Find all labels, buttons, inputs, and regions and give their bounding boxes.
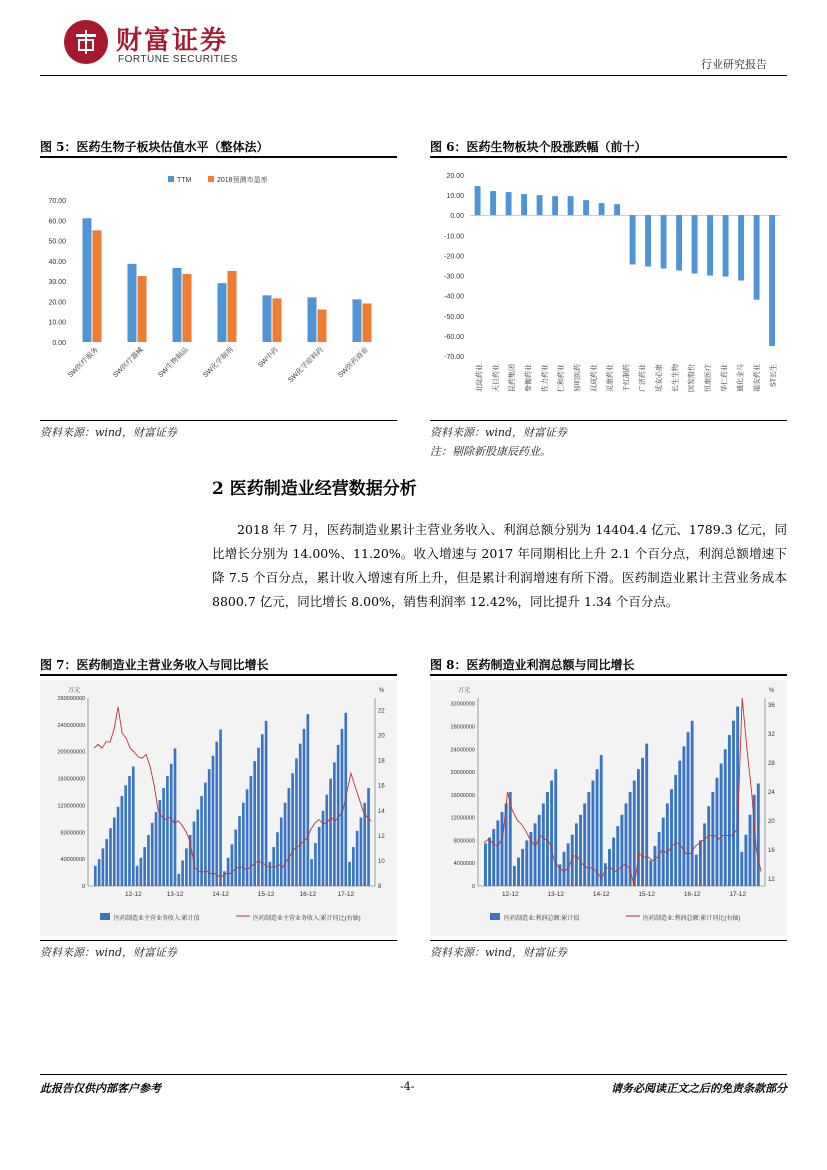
fig8-bar bbox=[720, 764, 723, 886]
fig5-source: 资料来源：wind，财富证券 bbox=[40, 426, 178, 439]
fig7-unit-left: 万元 bbox=[68, 688, 81, 694]
fig5-ytick-label: 70.00 bbox=[48, 198, 66, 205]
fig8-ytick-right: 24 bbox=[768, 790, 775, 796]
fig7-bar bbox=[177, 874, 180, 886]
fig6-category-label: 长生生物 bbox=[672, 364, 680, 392]
fig7-bar bbox=[295, 758, 298, 886]
fig6-bottom-rule bbox=[430, 420, 787, 421]
fig8-bar bbox=[716, 778, 719, 886]
fig7-bar bbox=[151, 823, 154, 886]
fig5-bar bbox=[228, 271, 237, 342]
fig8-bar bbox=[579, 815, 582, 886]
fig8-bar bbox=[612, 838, 615, 886]
fig6-ytick-label: -70.00 bbox=[444, 354, 464, 361]
company-name-cn: 财富证券 bbox=[116, 26, 229, 56]
fig6-category-label: 国发股份 bbox=[688, 364, 696, 392]
fig6-bar bbox=[692, 215, 698, 273]
fig5-ytick-label: 40.00 bbox=[48, 258, 66, 266]
fig6-bar bbox=[537, 195, 543, 215]
fig7-bar bbox=[94, 866, 97, 886]
fig7-bar bbox=[246, 789, 249, 886]
fig6-bar bbox=[599, 203, 605, 215]
fig8-ytick-left: 0 bbox=[471, 884, 475, 890]
fig8-bar bbox=[591, 781, 594, 886]
fig7-bar bbox=[280, 818, 283, 886]
fig6-chart bbox=[430, 160, 787, 418]
fig6-bar bbox=[630, 215, 636, 264]
fig8-bottom-rule bbox=[430, 940, 787, 941]
fig5-category-label: SW医药商业 bbox=[337, 346, 370, 380]
fig7-bar bbox=[360, 818, 363, 886]
fig7-bar bbox=[272, 847, 275, 886]
fig8-bar bbox=[513, 866, 516, 886]
fig7-bar bbox=[333, 762, 336, 886]
fig5-bar bbox=[353, 299, 362, 342]
fig8-xtick-label: 12-12 bbox=[501, 891, 519, 898]
fig8-ytick-left: 32000000 bbox=[450, 701, 475, 708]
fig6-category-label: 福安药业 bbox=[753, 364, 761, 392]
fig7-bar bbox=[215, 742, 218, 886]
fig6-bar bbox=[614, 204, 620, 215]
fig8-bar bbox=[550, 781, 553, 886]
fig5-category-label: SW医疗服务 bbox=[67, 346, 100, 380]
fig7-bar bbox=[269, 862, 272, 886]
fig8-bar bbox=[695, 855, 698, 886]
report-type: 行业研究报告 bbox=[701, 58, 767, 71]
fig8-ytick-left: 4000000 bbox=[453, 861, 475, 868]
fig8-bar bbox=[596, 769, 599, 886]
fig7-bar bbox=[234, 830, 237, 886]
fig5-ytick-label: 30.00 bbox=[48, 279, 66, 287]
fig5-bar bbox=[83, 218, 92, 342]
fig8-ytick-right: 28 bbox=[768, 761, 775, 768]
fig7-xtick-label: 12-12 bbox=[124, 891, 142, 898]
fig7-ytick-right: 12 bbox=[378, 833, 385, 840]
fig8-unit-left: 万元 bbox=[458, 688, 471, 694]
fig5-title: 图 5：医药生物子板块估值水平（整体法） bbox=[40, 140, 269, 154]
company-name-en: FORTUNE SECURITIES bbox=[118, 54, 238, 65]
fig7-bar bbox=[303, 729, 306, 886]
footer-disclaimer-right: 请务必阅读正文之后的免责条款部分 bbox=[611, 1082, 787, 1095]
fig6-ytick-label: 0.00 bbox=[450, 213, 464, 221]
fig8-bar bbox=[645, 744, 648, 886]
fig7-ytick-right: 22 bbox=[378, 708, 385, 715]
fig7-bar bbox=[102, 848, 105, 886]
fig7-ytick-left: 280000000 bbox=[57, 696, 85, 702]
fig8-title: 图 8：医药制造业利润总额与同比增长 bbox=[430, 658, 635, 672]
fig7-ytick-right: 8 bbox=[378, 884, 382, 890]
fig6-bar bbox=[475, 186, 481, 215]
fig5-bar bbox=[308, 297, 317, 342]
fig6-category-label: 易明医药 bbox=[574, 364, 582, 392]
fig8-bar bbox=[658, 832, 661, 886]
fig7-bar bbox=[276, 832, 279, 886]
fig8-ytick-left: 28000000 bbox=[450, 724, 475, 731]
fig8-bar bbox=[649, 860, 652, 886]
fig8-legend-bar-label: 医药制造业:利润总额:累计值 bbox=[504, 916, 580, 922]
fig7-bar bbox=[117, 807, 120, 886]
fig7-bar bbox=[170, 764, 173, 886]
fig7-bar bbox=[132, 766, 135, 886]
fig8-bar bbox=[699, 840, 702, 886]
footer-disclaimer-left: 此报告仅供内部客户参考 bbox=[40, 1082, 161, 1095]
fig7-bar bbox=[223, 871, 226, 886]
fig7-bar bbox=[128, 776, 131, 886]
fig8-ytick-right: 36 bbox=[768, 703, 775, 710]
fig6-ytick-label: -60.00 bbox=[444, 333, 464, 341]
fig7-ytick-right: 18 bbox=[378, 758, 385, 765]
fig5-bar bbox=[183, 274, 192, 342]
fig7-bar bbox=[284, 803, 287, 886]
fig8-bar bbox=[678, 761, 681, 886]
fig6-category-label: 广济药业 bbox=[639, 364, 647, 392]
header-rule bbox=[40, 75, 787, 76]
fig8-bar bbox=[538, 815, 541, 886]
fig7-bar bbox=[166, 776, 169, 886]
fig7-xtick-label: 14-12 bbox=[212, 891, 229, 898]
fig5-bar bbox=[273, 298, 282, 342]
fig7-bar bbox=[105, 839, 108, 886]
fig6-category-label: 誉衡药业 bbox=[525, 364, 533, 392]
fig8-bar bbox=[616, 826, 619, 886]
fig5-category-label: SW生物制品 bbox=[157, 346, 190, 380]
fig8-xtick-label: 13-12 bbox=[547, 891, 565, 898]
fig7-bar bbox=[238, 816, 241, 886]
fig7-chart bbox=[40, 680, 397, 936]
fig5-title-rule bbox=[40, 156, 397, 158]
fig8-bar bbox=[575, 823, 578, 886]
fig8-chart bbox=[430, 680, 787, 936]
fig6-category-label: 恒康医疗 bbox=[704, 364, 712, 392]
fig7-bar bbox=[204, 783, 207, 886]
fig8-ytick-right: 12 bbox=[768, 876, 775, 883]
fig7-bar bbox=[341, 729, 344, 886]
fig7-bar bbox=[337, 745, 340, 886]
fig6-category-label: 北陆药业 bbox=[476, 364, 484, 392]
fig6-category-label: 佐力药业 bbox=[541, 364, 549, 392]
fig6-bar bbox=[707, 215, 713, 275]
fig8-bar bbox=[521, 849, 524, 886]
fig5-bar bbox=[128, 264, 137, 342]
fig5-chart bbox=[40, 160, 397, 418]
fig6-category-label: 华仁药业 bbox=[721, 364, 729, 392]
fig7-bar bbox=[212, 756, 215, 886]
fig6-category-label: ST长生 bbox=[770, 364, 778, 387]
fig7-bar bbox=[288, 788, 291, 886]
fig7-bar bbox=[257, 748, 260, 886]
logo-glyph-icon bbox=[70, 26, 102, 58]
fig6-bar bbox=[506, 192, 512, 215]
fig6-bar bbox=[521, 194, 527, 215]
fig8-bar bbox=[496, 820, 499, 886]
fig7-bar bbox=[193, 822, 196, 886]
fig5-ytick-label: 10.00 bbox=[48, 319, 66, 327]
fig5-bottom-rule bbox=[40, 420, 397, 421]
fig8-bar bbox=[707, 806, 710, 886]
section-paragraph: 2018 年 7 月，医药制造业累计主营业务收入、利润总额分别为 14404.4 亿元、1789.3 亿元，同比增长分别为 14.00%、11.20%。收入增速与 2017 年同期相比上升 2.1 个百分点，利润总额增速下降 7.5 个百分点，累计收入增速有所上升，但是累计利润增速有所下滑。医药制造业累计主营业务成本 8800.7 亿元，同比增长 8.00%，销售利润率 12.42%，同比提升 1.34 个百分点。 bbox=[212, 522, 787, 609]
fig7-bar bbox=[242, 803, 245, 886]
fig7-bar bbox=[121, 796, 124, 886]
fig8-bar bbox=[546, 792, 549, 886]
fig8-bar bbox=[620, 815, 623, 886]
fig8-xtick-label: 14-12 bbox=[592, 891, 610, 898]
fig7-bar bbox=[155, 812, 158, 886]
fig7-bar bbox=[352, 847, 355, 886]
fig7-bar bbox=[329, 779, 332, 886]
fig5-ytick-label: 50.00 bbox=[48, 238, 66, 246]
fig8-bar bbox=[542, 803, 545, 886]
fig7-unit-right: % bbox=[379, 688, 385, 694]
fig8-legend-bar-swatch bbox=[490, 913, 500, 920]
fig7-bar bbox=[356, 831, 359, 886]
fig6-category-label: 灵康药业 bbox=[607, 364, 615, 392]
fig8-source: 资料来源：wind，财富证券 bbox=[430, 946, 568, 959]
fig7-bar bbox=[318, 827, 321, 886]
fig8-ytick-right: 16 bbox=[768, 847, 775, 854]
fig6-category-label: 延安必康 bbox=[656, 364, 664, 392]
fig5-category-label: SW医疗器械 bbox=[112, 346, 145, 380]
fig5-category-label: SW化学制剂 bbox=[202, 346, 235, 380]
fig5-bar bbox=[93, 230, 102, 342]
fig7-bar bbox=[196, 809, 199, 886]
fig8-bar bbox=[670, 789, 673, 886]
fig7-bar bbox=[113, 818, 116, 886]
fig7-legend-bar-swatch bbox=[100, 913, 110, 920]
fig7-bar bbox=[98, 859, 101, 886]
fig7-bar bbox=[174, 748, 177, 886]
fig6-category-label: 双成药业 bbox=[590, 364, 598, 392]
fig6-ytick-label: -40.00 bbox=[444, 293, 464, 301]
fig6-title-rule bbox=[430, 156, 787, 158]
fig6-ytick-label: 20.00 bbox=[446, 173, 464, 180]
fig7-ytick-right: 16 bbox=[378, 783, 385, 790]
fig8-bar bbox=[587, 792, 590, 886]
fig6-bar bbox=[754, 215, 760, 299]
fig8-bar bbox=[732, 721, 735, 886]
fig5-legend-label: 2018预测市盈率 bbox=[217, 177, 268, 184]
fig7-ytick-right: 20 bbox=[378, 733, 385, 740]
fig5-bar bbox=[138, 276, 147, 342]
fig8-bar bbox=[666, 803, 669, 886]
fig6-bar bbox=[723, 215, 729, 276]
fig7-bar bbox=[143, 847, 146, 886]
fig8-bar bbox=[711, 792, 714, 886]
fig7-source: 资料来源：wind，财富证券 bbox=[40, 946, 178, 959]
fig8-xtick-label: 15-12 bbox=[638, 891, 655, 898]
fig5-bar bbox=[173, 268, 182, 342]
fig8-bar bbox=[625, 803, 628, 886]
fig8-bar bbox=[749, 815, 752, 886]
fig7-bar bbox=[306, 714, 309, 886]
fig7-ytick-left: 240000000 bbox=[57, 722, 85, 729]
fig8-bar bbox=[583, 803, 586, 886]
fig7-xtick-label: 13-12 bbox=[166, 891, 184, 898]
fig7-ytick-left: 160000000 bbox=[57, 776, 85, 783]
fig7-bar bbox=[208, 769, 211, 886]
fig8-bar bbox=[567, 843, 570, 886]
fig7-bar bbox=[109, 828, 112, 886]
fig7-bar bbox=[147, 835, 150, 886]
fig6-bar bbox=[661, 215, 667, 268]
fig8-bar bbox=[687, 732, 690, 886]
fig7-bottom-rule bbox=[40, 940, 397, 941]
fig8-bar bbox=[484, 843, 487, 886]
fig8-bar bbox=[600, 755, 603, 886]
fig7-ytick-right: 10 bbox=[378, 858, 385, 865]
fig8-bar bbox=[633, 781, 636, 886]
fig8-bar bbox=[517, 858, 520, 886]
fig5-bar bbox=[363, 303, 372, 342]
fig7-ytick-left: 0 bbox=[81, 884, 85, 890]
fig7-bar bbox=[348, 862, 351, 886]
fig8-bar bbox=[662, 818, 665, 886]
fig7-bar bbox=[227, 858, 230, 886]
fig8-bar bbox=[637, 769, 640, 886]
fig7-ytick-left: 40000000 bbox=[60, 857, 85, 864]
fig8-bar bbox=[674, 775, 677, 886]
fig7-xtick-label: 17-12 bbox=[337, 891, 355, 898]
fig8-bar bbox=[604, 863, 607, 886]
fig6-source: 资料来源：wind，财富证券 bbox=[430, 426, 568, 439]
fig7-bar bbox=[124, 785, 127, 886]
fig7-bar bbox=[314, 843, 317, 886]
fig6-bar bbox=[552, 196, 558, 215]
fig8-bar bbox=[724, 749, 727, 886]
fig8-bar bbox=[554, 769, 557, 886]
fig8-bar bbox=[691, 721, 694, 886]
fig5-bar bbox=[318, 310, 327, 342]
footer-rule bbox=[40, 1074, 787, 1075]
fig6-title: 图 6：医药生物板块个股涨跌幅（前十） bbox=[430, 140, 647, 154]
fig7-legend-bar-label: 医药制造业主营业务收入:累计值 bbox=[114, 916, 200, 922]
fig8-bar bbox=[703, 823, 706, 886]
fig6-category-label: 天目药业 bbox=[492, 364, 500, 392]
fig6-bar bbox=[490, 191, 496, 215]
fig7-title: 图 7：医药制造业主营业务收入与同比增长 bbox=[40, 658, 269, 672]
fig7-ytick-left: 80000000 bbox=[60, 830, 85, 837]
fig5-ytick-label: 60.00 bbox=[48, 218, 66, 226]
fig8-bar bbox=[534, 823, 537, 886]
fig8-bar bbox=[501, 812, 504, 886]
fig7-bar bbox=[136, 866, 139, 886]
fig6-bar bbox=[676, 215, 682, 270]
fig5-ytick-label: 20.00 bbox=[48, 299, 66, 307]
fig7-ytick-left: 120000000 bbox=[57, 803, 85, 810]
fig8-bar bbox=[682, 746, 685, 886]
fig5-bar bbox=[218, 283, 227, 342]
fig8-legend-line-label: 医药制造业:利润总额:累计同比(右轴) bbox=[643, 916, 741, 922]
fig7-bar bbox=[181, 860, 184, 886]
fig8-bar bbox=[563, 852, 566, 886]
fig8-xtick-label: 17-12 bbox=[729, 891, 746, 898]
fig6-bar bbox=[769, 215, 775, 346]
fig7-bar bbox=[219, 730, 222, 886]
fig5-category-label: SW中药 bbox=[257, 346, 280, 370]
fig8-unit-right: % bbox=[769, 688, 775, 694]
fig8-ytick-left: 20000000 bbox=[450, 770, 475, 777]
page-number: -4- bbox=[400, 1080, 415, 1093]
fig6-bar bbox=[568, 196, 574, 215]
fig8-title-rule bbox=[430, 674, 787, 676]
fig7-bar bbox=[367, 788, 370, 886]
fig8-bar bbox=[641, 758, 644, 886]
section-title: 2 医药制造业经营数据分析 bbox=[212, 479, 417, 499]
fig7-ytick-right: 14 bbox=[378, 808, 385, 815]
fig7-bar bbox=[185, 848, 188, 886]
fig8-bar bbox=[757, 783, 760, 886]
fig8-bar bbox=[525, 840, 528, 886]
fig8-ytick-left: 16000000 bbox=[450, 792, 475, 799]
fig8-bar bbox=[654, 846, 657, 886]
fig6-bar bbox=[583, 200, 589, 215]
fig6-ytick-label: -50.00 bbox=[444, 313, 464, 321]
fig6-ytick-label: -10.00 bbox=[444, 233, 464, 241]
fig6-category-label: 仁和药业 bbox=[558, 364, 566, 392]
fig6-category-label: 千红制药 bbox=[623, 364, 631, 392]
fig8-bar bbox=[740, 852, 743, 886]
fig7-bar bbox=[291, 773, 294, 886]
fig6-bar bbox=[738, 215, 744, 280]
fig7-bar bbox=[253, 761, 256, 886]
fig7-bar bbox=[265, 721, 268, 886]
fig7-bar bbox=[325, 795, 328, 886]
fig6-note: 注：剔除新股康辰药业。 bbox=[430, 445, 551, 458]
fig7-bar bbox=[310, 859, 313, 886]
fig5-category-label: SW化学原料药 bbox=[287, 346, 325, 385]
fig8-ytick-left: 24000000 bbox=[450, 747, 475, 754]
fig5-legend-label: TTM bbox=[177, 177, 192, 184]
fig6-ytick-label: -20.00 bbox=[444, 253, 464, 261]
fig8-ytick-left: 8000000 bbox=[453, 838, 475, 845]
fig7-title-rule bbox=[40, 674, 397, 676]
fig7-legend-line-label: 医药制造业主营业务收入:累计同比(右轴) bbox=[253, 916, 361, 922]
fig6-ytick-label: 10.00 bbox=[446, 193, 464, 201]
fig5-legend-swatch bbox=[168, 176, 174, 182]
fig7-bar bbox=[299, 744, 302, 886]
fig7-xtick-label: 16-12 bbox=[299, 891, 317, 898]
fig8-bar bbox=[492, 829, 495, 886]
fig5-legend-swatch bbox=[208, 176, 214, 182]
fig7-ytick-left: 200000000 bbox=[57, 749, 85, 756]
fig7-xtick-label: 15-12 bbox=[257, 891, 275, 898]
fig7-bar bbox=[231, 844, 234, 886]
fig8-ytick-left: 12000000 bbox=[450, 815, 475, 822]
fig6-bar bbox=[645, 215, 651, 266]
fig8-bar bbox=[728, 735, 731, 886]
fig7-bar bbox=[140, 858, 143, 886]
fig8-bar bbox=[488, 838, 491, 886]
fig8-ytick-right: 20 bbox=[768, 818, 775, 825]
fig7-bar bbox=[162, 788, 165, 886]
fig6-category-label: 昆药集团 bbox=[509, 364, 517, 392]
fig8-ytick-right: 32 bbox=[768, 732, 775, 739]
fig6-category-label: 通化金马 bbox=[737, 364, 745, 392]
fig6-ytick-label: -30.00 bbox=[444, 273, 464, 281]
fig5-ytick-label: 0.00 bbox=[52, 340, 66, 347]
fig8-xtick-label: 16-12 bbox=[683, 891, 701, 898]
fig7-bar bbox=[250, 776, 253, 886]
fig8-bar bbox=[744, 835, 747, 886]
fig5-bar bbox=[263, 295, 272, 342]
